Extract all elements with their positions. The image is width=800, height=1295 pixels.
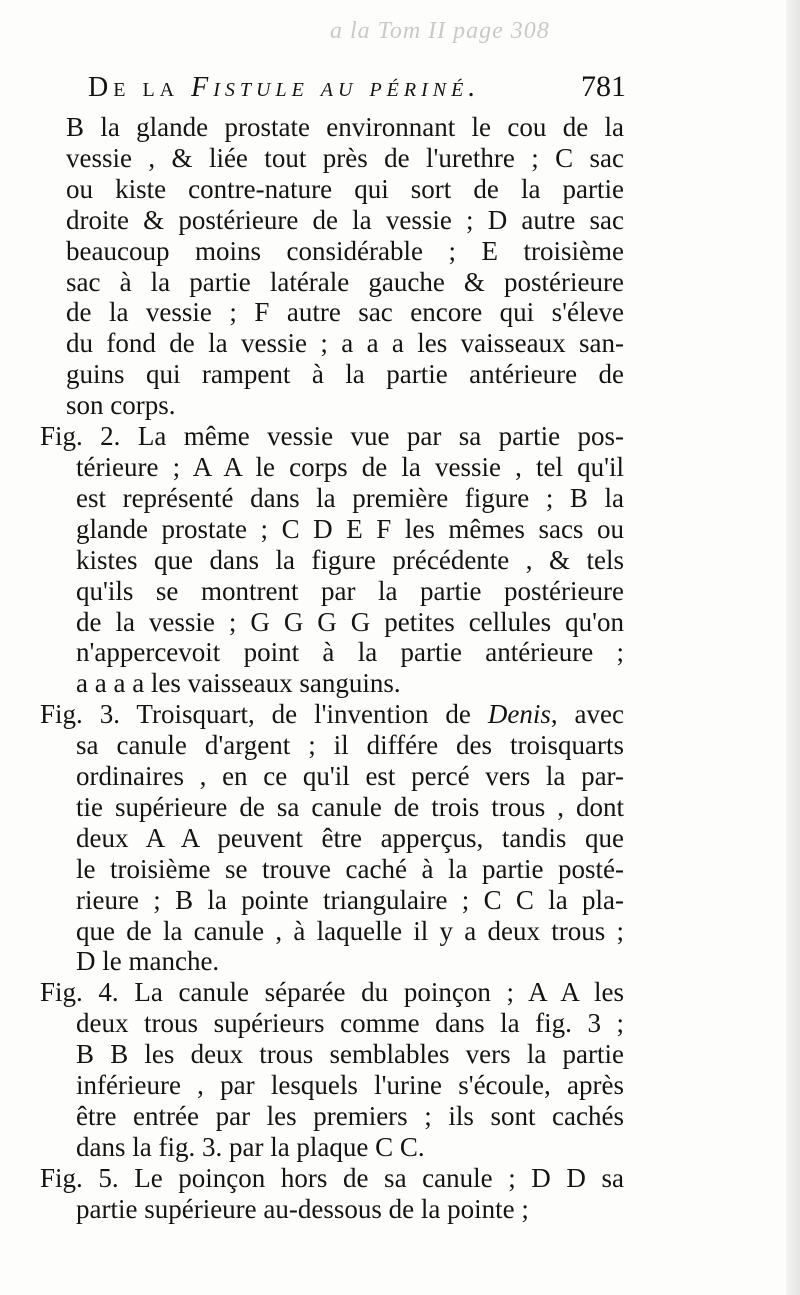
text-line: du fond de la vessie ; a a a les vaisseaux san- [66, 328, 624, 359]
text-line: D le manche. [76, 946, 220, 977]
text-line: a a a a les vaisseaux sanguins. [76, 668, 401, 699]
text-line: de la vessie ; G G G G petites cellules qu'on [76, 606, 624, 637]
text-line: beaucoup moins considérable ; E troisième [66, 235, 624, 266]
text-line: deux A A peuvent être apperçus, tandis que [76, 822, 624, 853]
text-line: glande prostate ; C D E F les mêmes sacs ou [76, 513, 624, 544]
text-line: partie supérieure au-dessous de la pointe ; [76, 1193, 529, 1224]
text-line: inférieure , par lesquels l'urine s'écoule, après [76, 1070, 624, 1101]
text-line: sa canule d'argent ; il différe des troisquarts [76, 730, 624, 761]
text-line: Fig. 2. La même vessie vue par sa partie pos- [40, 421, 624, 452]
text-line: ou kiste contre-nature qui sort de la partie [66, 173, 624, 204]
text-line: Fig. 4. La canule séparée du poinçon ; A A les [40, 977, 624, 1008]
running-title-main: Fistule au périné. [191, 72, 481, 103]
text-line: tie supérieure de sa canule de trois trous , dont [76, 791, 624, 822]
text-line: que de la canule , à laquelle il y a deux trous ; [76, 915, 624, 946]
paragraph-fig3 [40, 699, 624, 977]
text-line: rieure ; B la pointe triangulaire ; C C la pla- [76, 884, 624, 915]
page-number: 781 [581, 70, 626, 103]
paragraph-fig5 [40, 1163, 624, 1225]
text-line: n'appercevoit point à la partie antérieure ; [76, 637, 624, 668]
paragraph-fig1-continued [40, 112, 624, 421]
paragraph-fig4 [40, 977, 624, 1162]
running-title-prefix: De la [88, 72, 180, 103]
text-line: térieure ; A A le corps de la vessie , tel qu'il [76, 451, 624, 482]
text-line: de la vessie ; F autre sac encore qui s'éleve [66, 297, 624, 328]
paragraph-fig2 [40, 421, 624, 699]
text-line: kistes que dans la figure précédente , & tels [76, 544, 624, 575]
text-line: guins qui rampent à la partie antérieure de [66, 359, 624, 390]
text-line: vessie , & liée tout près de l'urethre ; C sac [66, 142, 624, 173]
text-line: est représenté dans la première figure ; B la [76, 482, 624, 513]
text-line: droite & postérieure de la vessie ; D autre sac [66, 204, 624, 235]
text-line: dans la fig. 3. par la plaque C C. [76, 1131, 425, 1162]
bleed-through-text: a la Tom II page 308 [330, 18, 550, 44]
text-line: Fig. 5. Le poinçon hors de sa canule ; D D sa [40, 1162, 624, 1193]
text-line: sac à la partie latérale gauche & postérieure [66, 266, 624, 297]
body-text [40, 112, 624, 1225]
text-line: Fig. 3. Troisquart, de l'invention de Denis, avec [40, 699, 624, 730]
page-gutter-shadow [786, 0, 800, 1295]
text-line: deux trous supérieurs comme dans la fig. 3 ; [76, 1008, 624, 1039]
running-title [88, 72, 480, 104]
text-line: qu'ils se montrent par la partie postérieure [76, 575, 624, 606]
running-header [88, 68, 626, 108]
text-line: son corps. [66, 390, 176, 421]
text-line: être entrée par les premiers ; ils sont cachés [76, 1101, 624, 1131]
text-line: B B les deux trous semblables vers la partie [76, 1039, 624, 1070]
text-line: ordinaires , en ce qu'il est percé vers la par- [76, 761, 624, 792]
text-line: le troisième se trouve caché à la partie posté- [76, 853, 624, 884]
text-line: B la glande prostate environnant le cou de la [66, 112, 624, 142]
